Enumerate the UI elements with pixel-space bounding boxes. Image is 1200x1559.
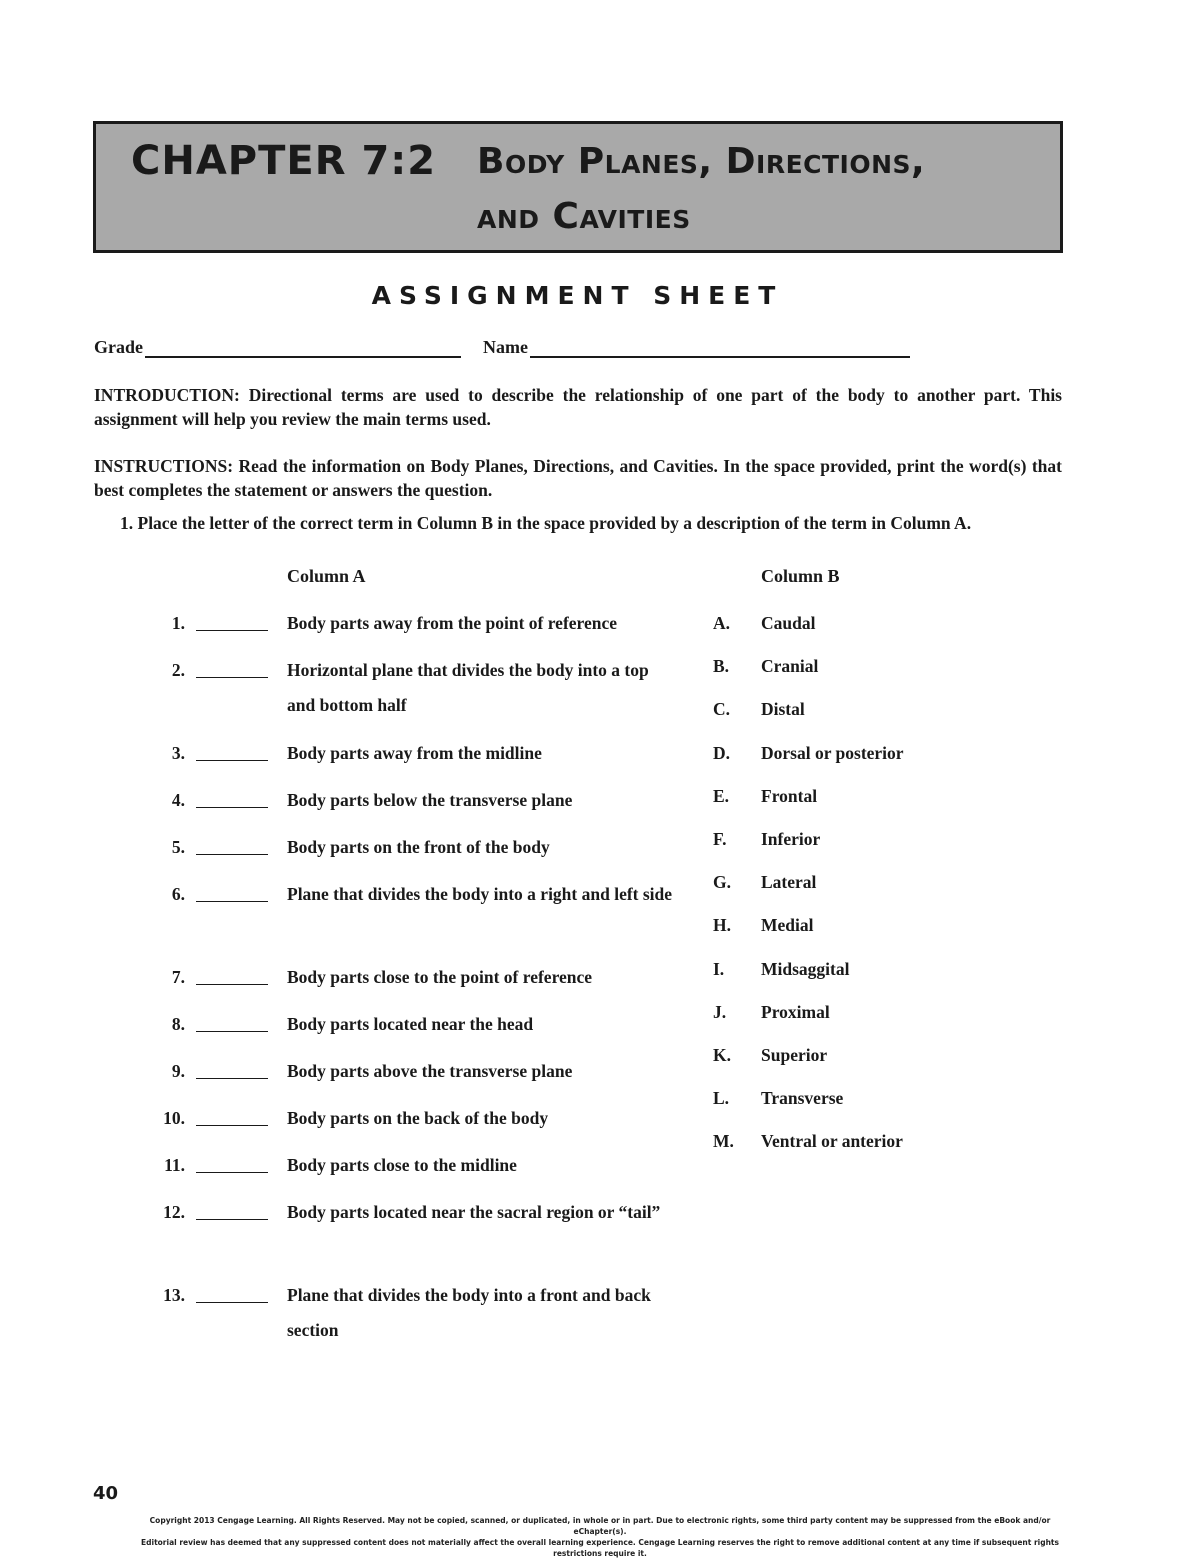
column-a-description: Body parts close to the point of reference (287, 967, 593, 987)
column-b-term: Dorsal or posterior (761, 742, 904, 763)
instructions-text: Read the information on Body Planes, Directions, and Cavities. In the space provided, print the word(s) that best completes the statement or answers the question. (94, 456, 1062, 500)
column-a-description: Body parts on the back of the body (287, 1108, 549, 1128)
answer-blank[interactable] (196, 901, 268, 902)
grade-field (94, 336, 461, 358)
grade-label: Grade (94, 337, 143, 357)
introduction-label: INTRODUCTION: (94, 385, 240, 405)
column-a-description: Plane that divides the body into a right and left side (287, 884, 673, 904)
column-a-number: 1. (171, 613, 185, 633)
grade-input-line[interactable] (145, 336, 461, 358)
column-b-letter: D. (713, 742, 731, 763)
column-b-letter: A. (713, 613, 731, 633)
column-b-term: Lateral (761, 872, 817, 893)
answer-blank[interactable] (196, 984, 268, 985)
introduction-paragraph (94, 383, 1062, 431)
column-a-number: 4. (171, 790, 185, 810)
chapter-header (93, 121, 1063, 253)
answer-blank[interactable] (196, 1172, 268, 1173)
answer-blank[interactable] (196, 630, 268, 631)
copyright-notice (130, 1515, 1070, 1559)
column-a-header: Column A (287, 566, 366, 586)
column-a-description: Body parts away from the point of reference (287, 613, 618, 633)
column-b-term: Caudal (761, 613, 816, 633)
column-a-number: 10. (163, 1108, 185, 1128)
column-b-term: Frontal (761, 785, 818, 806)
column-b-term: Transverse (761, 1088, 844, 1109)
chapter-title-line2: and Cavities (477, 196, 691, 237)
column-b-term: Distal (761, 699, 805, 720)
column-b-letter: B. (713, 656, 730, 677)
column-a-number: 5. (171, 837, 185, 857)
column-b-header: Column B (761, 566, 840, 586)
column-a-description: Body parts above the transverse plane (287, 1061, 573, 1081)
answer-blank[interactable] (196, 677, 268, 678)
column-a-description: Body parts on the front of the body (287, 837, 550, 857)
column-b-letter: C. (713, 699, 731, 720)
instructions-paragraph (94, 454, 1062, 502)
answer-blank[interactable] (196, 807, 268, 808)
column-b-letter: K. (713, 1045, 731, 1065)
column-a-description: Body parts away from the midline (287, 743, 542, 763)
column-b-letter: G. (713, 872, 731, 893)
column-a-number: 6. (171, 884, 185, 904)
name-label: Name (483, 337, 528, 357)
column-b-letter: J. (713, 1001, 727, 1022)
name-field (483, 336, 910, 358)
name-input-line[interactable] (530, 336, 910, 358)
column-b-letter: M. (713, 1131, 734, 1152)
column-b-term: Superior (761, 1045, 828, 1065)
column-b-letter: H. (713, 915, 731, 936)
answer-blank[interactable] (196, 1125, 268, 1126)
column-a-number: 7. (171, 967, 185, 987)
page-number: 40 (93, 1483, 119, 1504)
answer-blank[interactable] (196, 1302, 268, 1303)
column-b-letter: F. (713, 829, 727, 849)
column-b-term: Midsaggital (761, 958, 850, 979)
column-b-term: Cranial (761, 656, 819, 677)
answer-blank[interactable] (196, 1219, 268, 1220)
column-b-letter: L. (713, 1088, 730, 1109)
column-a-description: Plane that divides the body into a front and back section (287, 1285, 651, 1340)
chapter-title-line1: Body Planes, Directions, (477, 141, 926, 182)
answer-blank[interactable] (196, 1078, 268, 1079)
copyright-line: Editorial review has deemed that any suppressed content does not materially affect the overall learning experience. Cengage Learning reserves the right to remove additional content at any time if subsequent rights restrictions require it. (141, 1538, 1059, 1558)
chapter-label: CHAPTER 7:2 (131, 138, 437, 184)
column-b-term: Proximal (761, 1001, 830, 1022)
column-a-description: Body parts below the transverse plane (287, 790, 573, 810)
column-b-letter: I. (713, 958, 725, 979)
answer-blank[interactable] (196, 760, 268, 761)
answer-blank[interactable] (196, 1031, 268, 1032)
column-a-number: 11. (164, 1155, 185, 1175)
sheet-title: ASSIGNMENT SHEET (371, 281, 784, 310)
column-a-number: 13. (163, 1285, 185, 1305)
introduction-text: Directional terms are used to describe the relationship of one part of the body to another part. This assignment will help you review the main terms used. (94, 385, 1062, 429)
column-a-number: 9. (171, 1061, 185, 1081)
column-a-number: 8. (171, 1014, 185, 1034)
column-b-term: Ventral or anterior (761, 1131, 903, 1152)
copyright-line: Copyright 2013 Cengage Learning. All Rights Reserved. May not be copied, scanned, or duplicated, in whole or in part. Due to electronic rights, some third party content may be suppressed from the eBook and/or eChapter(s). (149, 1516, 1051, 1536)
column-a-description: Body parts located near the head (287, 1014, 534, 1034)
column-a-description: Body parts close to the midline (287, 1155, 517, 1175)
column-b-term: Medial (761, 915, 814, 936)
column-a-description: Horizontal plane that divides the body into a top and bottom half (287, 660, 649, 715)
instructions-label: INSTRUCTIONS: (94, 456, 234, 476)
column-a-description: Body parts located near the sacral region or “tail” (287, 1202, 661, 1222)
column-b-term: Inferior (761, 829, 821, 849)
answer-blank[interactable] (196, 854, 268, 855)
question-1: 1. Place the letter of the correct term in Column B in the space provided by a description of the term in Column A. (120, 513, 972, 533)
column-a-number: 12. (163, 1202, 185, 1222)
column-b-letter: E. (713, 785, 730, 806)
column-a-number: 3. (171, 743, 185, 763)
column-a-number: 2. (171, 660, 185, 680)
